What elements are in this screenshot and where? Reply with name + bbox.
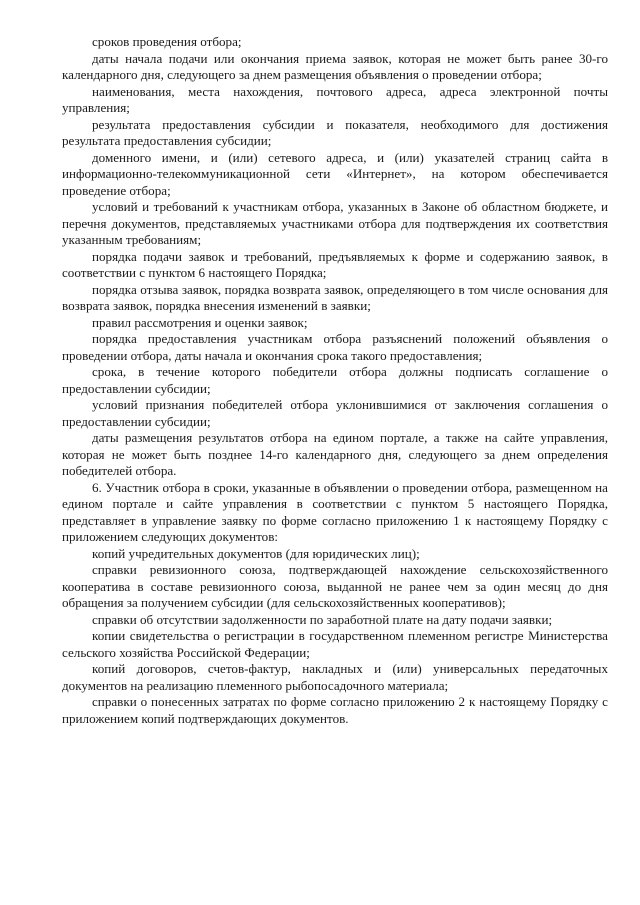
- paragraph-breeding-register: копии свидетельства о регистрации в государственном племенном регистре Министерства сельского хозяйства Российской Федерации;: [62, 628, 608, 660]
- paragraph-no-wage-debt: справки об отсутствии задолженности по заработной плате на дату подачи заявки;: [92, 611, 553, 627]
- paragraph-selection-period: сроков проведения отбора;: [92, 34, 242, 49]
- paragraph-review-rules: правил рассмотрения и оценки заявок;: [92, 314, 308, 330]
- paragraph-application-procedure: порядка подачи заявок и требований, предъявляемых к форме и содержанию заявок, в соответствии с пунктом 6 настоящего Порядка;: [62, 248, 608, 280]
- paragraph-results-publication: даты размещения результатов отбора на едином портале, а также на сайте управления, которая не может быть позднее 14-го календарного дня, следующего за днем определения победителей отбора.: [62, 430, 608, 478]
- paragraph-management-address: наименования, места нахождения, почтового адреса, адреса электронной почты управления;: [62, 83, 608, 115]
- paragraph-withdrawal-procedure: порядка отзыва заявок, порядка возврата заявок, определяющего в том числе основания для возврата заявок, порядка внесения изменений в заявки;: [62, 281, 608, 313]
- paragraph-section-6: 6. Участник отбора в сроки, указанные в объявлении о проведении отбора, размещенном на едином портале и сайте управления в соответствии с пунктом 5 настоящего Порядка, представляет в управление заявку по форме согласно приложению 1 к настоящему Порядку с приложением следующих документов:: [62, 479, 608, 544]
- paragraph-founding-documents: копий учредительных документов (для юридических лиц);: [92, 545, 420, 561]
- paragraph-contracts-invoices: копий договоров, счетов-фактур, накладных и (или) универсальных передаточных документов на реализацию племенного рыбопосадочного материала;: [62, 661, 608, 693]
- paragraph-agreement-deadline: срока, в течение которого победители отбора должны подписать соглашение о предоставлении субсидии;: [62, 364, 608, 396]
- paragraph-application-dates: даты начала подачи или окончания приема заявок, которая не может быть ранее 30-го календарного дня, следующего за днем размещения объявления о проведении отбора;: [62, 50, 608, 82]
- paragraph-audit-union-certificate: справки ревизионного союза, подтверждающей нахождение сельскохозяйственного кооператива в составе ревизионного союза, выданной не ранее чем за один месяц до дня обращения за получением субсидии (для сельскохозяйственных кооперативов);: [62, 562, 608, 610]
- document-page: [62, 34, 608, 727]
- paragraph-costs-certificate: справки о понесенных затратах по форме согласно приложению 2 к настоящему Порядку с приложением копий подтверждающих документов.: [62, 694, 608, 726]
- paragraph-domain-name: доменного имени, и (или) сетевого адреса, и (или) указателей страниц сайта в информационно-телекоммуникационной сети «Интернет», на котором обеспечивается проведение отбора;: [62, 149, 608, 198]
- paragraph-evasion-conditions: условий признания победителей отбора уклонившимися от заключения соглашения о предоставлении субсидии;: [62, 397, 608, 429]
- paragraph-subsidy-result: результата предоставления субсидии и показателя, необходимого для достижения результата предоставления субсидии;: [62, 116, 608, 148]
- paragraph-clarifications: порядка предоставления участникам отбора разъяснений положений объявления о проведении отбора, даты начала и окончания срока такого предоставления;: [62, 331, 608, 363]
- paragraph-participant-requirements: условий и требований к участникам отбора, указанных в Законе об областном бюджете, и перечня документов, представляемых участниками отбора для подтверждения их соответствия указанным требованиям;: [62, 199, 608, 247]
